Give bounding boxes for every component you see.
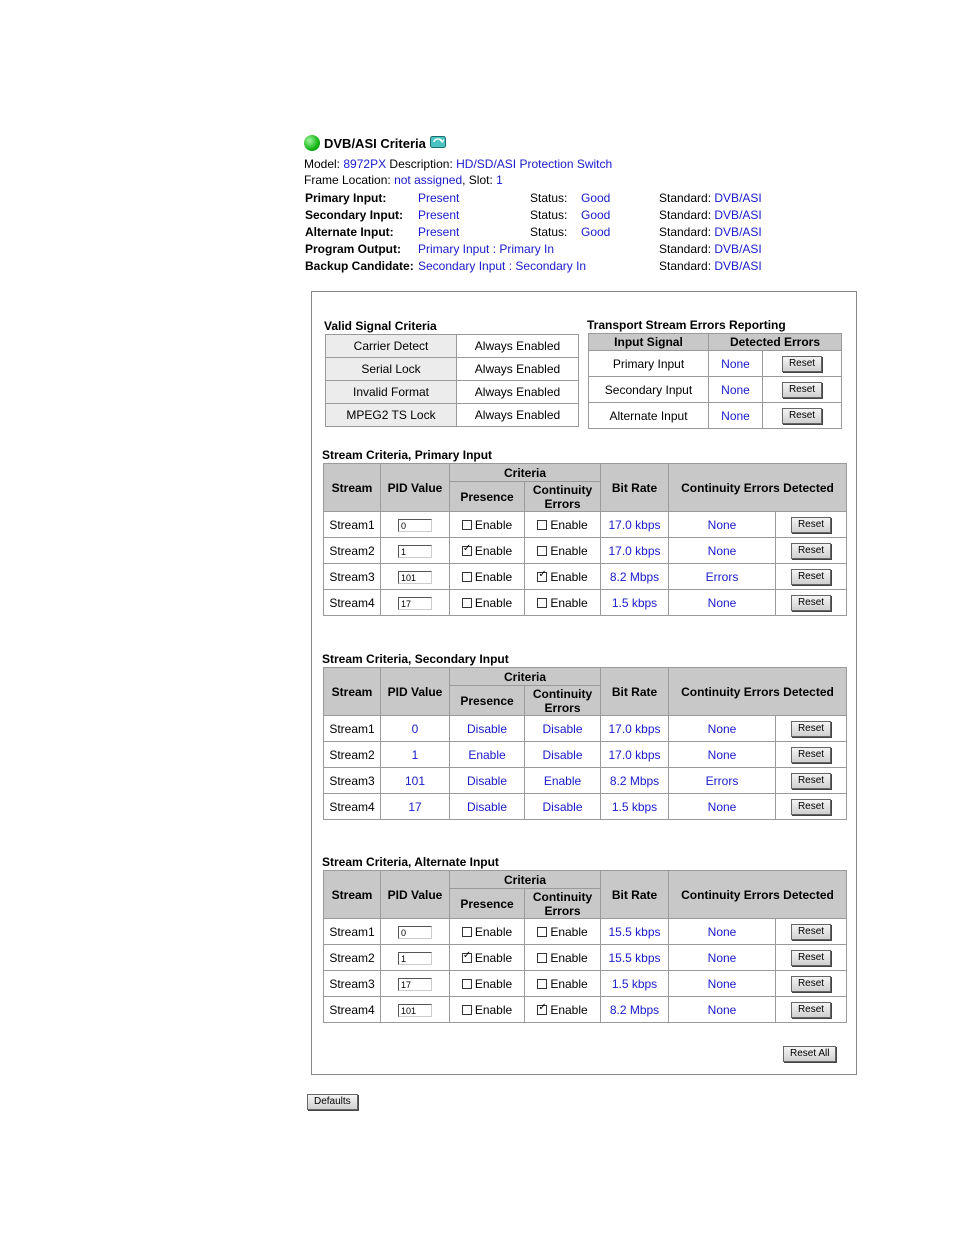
io-standard-label: Standard:: [659, 225, 712, 239]
reset-cell: [763, 403, 842, 429]
enable-label: Enable: [474, 543, 513, 558]
col-continuity-detected: Continuity Errors Detected: [669, 464, 847, 512]
bit-rate-value[interactable]: 8.2 Mbps: [601, 768, 669, 794]
pid-input[interactable]: 17: [398, 597, 432, 610]
continuity-checkbox[interactable]: [537, 1005, 547, 1015]
presence-cell: [450, 590, 525, 616]
pid-value[interactable]: 17: [381, 794, 450, 820]
col-criteria: Criteria: [450, 668, 601, 686]
enable-label: Enable: [474, 924, 513, 939]
table-row: [324, 997, 847, 1023]
io-status-value[interactable]: Good: [581, 208, 611, 222]
stream-name: Stream3: [324, 564, 381, 590]
pid-value[interactable]: 101: [381, 768, 450, 794]
reset-cell: [763, 377, 842, 403]
reset-button[interactable]: Reset: [791, 517, 831, 533]
stream-name: Stream4: [324, 794, 381, 820]
stream-criteria-alternate-title: Stream Criteria, Alternate Input: [322, 855, 499, 869]
pid-input[interactable]: 0: [398, 926, 432, 939]
reset-cell: [776, 945, 847, 971]
presence-link[interactable]: Enable: [450, 742, 525, 768]
reset-button[interactable]: Reset: [791, 950, 831, 966]
presence-link[interactable]: Disable: [450, 716, 525, 742]
io-row: [304, 258, 904, 275]
criteria-value: Always Enabled: [457, 381, 579, 404]
enable-label: Enable: [550, 517, 588, 532]
col-bit-rate: Bit Rate: [601, 464, 669, 512]
stream-criteria-secondary-title: Stream Criteria, Secondary Input: [322, 652, 509, 666]
reset-button[interactable]: Reset: [791, 773, 831, 789]
criteria-value: Always Enabled: [457, 335, 579, 358]
table-header: [324, 464, 847, 482]
reset-cell: [776, 716, 847, 742]
reset-cell: [776, 768, 847, 794]
presence-checkbox[interactable]: [462, 953, 472, 963]
pid-cell: [381, 590, 450, 616]
pid-input[interactable]: 1: [398, 545, 432, 558]
stream-name: Stream4: [324, 590, 381, 616]
ts-errors-title: Transport Stream Errors Reporting: [587, 318, 786, 332]
input-signal-name: Primary Input: [589, 351, 709, 377]
io-label: Backup Candidate:: [305, 259, 414, 273]
io-label: Alternate Input:: [305, 225, 394, 239]
continuity-detected-value[interactable]: None: [669, 590, 776, 616]
table-row: [324, 716, 847, 742]
bit-rate-value[interactable]: 1.5 kbps: [601, 971, 669, 997]
col-continuity: Continuity Errors: [525, 686, 601, 716]
bit-rate-value[interactable]: 1.5 kbps: [601, 794, 669, 820]
io-value[interactable]: Primary Input : Primary In: [418, 242, 555, 256]
presence-checkbox[interactable]: [462, 1005, 472, 1015]
stream-name: Stream2: [324, 538, 381, 564]
io-row: [304, 207, 904, 224]
io-standard: [659, 190, 762, 207]
pid-value[interactable]: 0: [381, 716, 450, 742]
presence-cell: [450, 538, 525, 564]
io-standard: [659, 224, 762, 241]
continuity-detected-value[interactable]: None: [669, 512, 776, 538]
io-status-label: Status:: [530, 225, 568, 239]
io-label: Primary Input:: [305, 191, 387, 205]
description-label: Description:: [389, 157, 453, 171]
pid-cell: [381, 538, 450, 564]
reset-cell: [776, 538, 847, 564]
stream-name: Stream3: [324, 768, 381, 794]
io-row: [304, 224, 904, 241]
table-row: [324, 590, 847, 616]
io-value[interactable]: Present: [418, 208, 460, 222]
pid-input[interactable]: 0: [398, 519, 432, 532]
io-standard-value[interactable]: DVB/ASI: [714, 225, 762, 239]
pid-input[interactable]: 101: [398, 571, 432, 584]
table-row: [324, 971, 847, 997]
frame-line: [304, 172, 904, 188]
presence-cell: [450, 997, 525, 1023]
table-row: [326, 381, 579, 404]
bit-rate-value[interactable]: 15.5 kbps: [601, 919, 669, 945]
pid-cell: [381, 919, 450, 945]
continuity-detected-value[interactable]: None: [669, 716, 776, 742]
valid-signal-table: [325, 334, 579, 427]
reset-all-button[interactable]: Reset All: [783, 1046, 836, 1062]
table-row: [324, 742, 847, 768]
table-row: [324, 512, 847, 538]
pid-value[interactable]: 1: [381, 742, 450, 768]
reset-button[interactable]: Reset: [782, 382, 822, 398]
table-header: [589, 334, 842, 351]
continuity-cell: [525, 919, 601, 945]
io-standard-value[interactable]: DVB/ASI: [714, 191, 762, 205]
stream-name: Stream1: [324, 919, 381, 945]
pid-input[interactable]: 101: [398, 1004, 432, 1017]
io-row: [304, 190, 904, 207]
input-signal-name: Secondary Input: [589, 377, 709, 403]
detected-errors-value[interactable]: None: [709, 377, 763, 403]
io-row: [304, 241, 904, 258]
reset-button[interactable]: Reset: [791, 924, 831, 940]
continuity-detected-value[interactable]: None: [669, 794, 776, 820]
presence-checkbox[interactable]: [462, 979, 472, 989]
col-continuity-detected: Continuity Errors Detected: [669, 871, 847, 919]
col-detected-errors: Detected Errors: [709, 334, 842, 351]
stream-criteria-secondary-table: [323, 667, 847, 820]
table-row: [324, 768, 847, 794]
input-signal-name: Alternate Input: [589, 403, 709, 429]
detected-errors-value[interactable]: None: [709, 351, 763, 377]
criteria-name: Invalid Format: [326, 381, 457, 404]
reset-button[interactable]: Reset: [791, 569, 831, 585]
continuity-detected-value[interactable]: None: [669, 997, 776, 1023]
continuity-checkbox[interactable]: [537, 953, 547, 963]
reset-cell: [776, 971, 847, 997]
stream-name: Stream2: [324, 945, 381, 971]
reset-cell: [776, 512, 847, 538]
pid-input[interactable]: 17: [398, 978, 432, 991]
continuity-link[interactable]: Disable: [525, 742, 601, 768]
pid-cell: [381, 945, 450, 971]
io-standard-label: Standard:: [659, 208, 712, 222]
io-status-label: Status:: [530, 208, 568, 222]
io-standard-value[interactable]: DVB/ASI: [714, 208, 762, 222]
frame-label: Frame Location:: [304, 173, 391, 187]
continuity-detected-value[interactable]: Errors: [669, 564, 776, 590]
reset-button[interactable]: Reset: [782, 356, 822, 372]
bit-rate-value[interactable]: 17.0 kbps: [601, 538, 669, 564]
pid-cell: [381, 512, 450, 538]
io-standard-value[interactable]: DVB/ASI: [714, 259, 762, 273]
reset-button[interactable]: Reset: [791, 976, 831, 992]
detected-errors-value[interactable]: None: [709, 403, 763, 429]
enable-label: Enable: [474, 950, 513, 965]
table-row: [589, 403, 842, 429]
col-stream: Stream: [324, 871, 381, 919]
continuity-link[interactable]: Disable: [525, 716, 601, 742]
col-stream: Stream: [324, 668, 381, 716]
stream-name: Stream1: [324, 512, 381, 538]
bit-rate-value[interactable]: 17.0 kbps: [601, 716, 669, 742]
reset-button[interactable]: Reset: [791, 1002, 831, 1018]
enable-label: Enable: [474, 1002, 513, 1017]
enable-label: Enable: [550, 924, 588, 939]
continuity-detected-value[interactable]: None: [669, 538, 776, 564]
reset-cell: [776, 997, 847, 1023]
refresh-icon[interactable]: [430, 136, 446, 151]
reset-cell: [776, 742, 847, 768]
col-bit-rate: Bit Rate: [601, 871, 669, 919]
continuity-checkbox[interactable]: [537, 546, 547, 556]
status-indicator-icon: [304, 135, 320, 151]
presence-cell: [450, 919, 525, 945]
col-input-signal: Input Signal: [589, 334, 709, 351]
pid-cell: [381, 997, 450, 1023]
reset-cell: [776, 794, 847, 820]
reset-cell: [776, 590, 847, 616]
table-row: [324, 945, 847, 971]
col-pid-value: PID Value: [381, 668, 450, 716]
io-label: Program Output:: [305, 242, 401, 256]
continuity-link[interactable]: Disable: [525, 794, 601, 820]
io-status-list: [304, 190, 904, 275]
continuity-checkbox[interactable]: [537, 520, 547, 530]
enable-label: Enable: [550, 595, 588, 610]
criteria-value: Always Enabled: [457, 358, 579, 381]
criteria-value: Always Enabled: [457, 404, 579, 427]
presence-cell: [450, 564, 525, 590]
pid-input[interactable]: 1: [398, 952, 432, 965]
stream-name: Stream3: [324, 971, 381, 997]
table-row: [589, 377, 842, 403]
bit-rate-value[interactable]: 17.0 kbps: [601, 742, 669, 768]
continuity-checkbox[interactable]: [537, 927, 547, 937]
stream-name: Stream2: [324, 742, 381, 768]
continuity-detected-value[interactable]: None: [669, 971, 776, 997]
col-presence: Presence: [450, 889, 525, 919]
enable-label: Enable: [474, 976, 513, 991]
col-pid-value: PID Value: [381, 464, 450, 512]
table-header: [324, 871, 847, 889]
frame-value[interactable]: not assigned: [394, 173, 463, 187]
stream-criteria-primary-title: Stream Criteria, Primary Input: [322, 448, 493, 462]
col-criteria: Criteria: [450, 871, 601, 889]
io-standard-label: Standard:: [659, 259, 712, 273]
continuity-cell: [525, 590, 601, 616]
reset-button[interactable]: Reset: [791, 747, 831, 763]
col-continuity-detected: Continuity Errors Detected: [669, 668, 847, 716]
header: [304, 133, 904, 275]
table-row: [589, 351, 842, 377]
presence-checkbox[interactable]: [462, 598, 472, 608]
model-value[interactable]: 8972PX: [343, 157, 387, 171]
col-criteria: Criteria: [450, 464, 601, 482]
model-label: Model:: [304, 157, 341, 171]
continuity-detected-value[interactable]: None: [669, 742, 776, 768]
reset-button[interactable]: Reset: [791, 799, 831, 815]
io-status-value[interactable]: Good: [581, 191, 611, 205]
presence-cell: [450, 512, 525, 538]
stream-criteria-primary-table: [323, 463, 847, 616]
io-value[interactable]: Present: [418, 225, 460, 239]
col-pid-value: PID Value: [381, 871, 450, 919]
io-standard-value[interactable]: DVB/ASI: [714, 242, 762, 256]
enable-label: Enable: [550, 543, 588, 558]
pid-cell: [381, 564, 450, 590]
reset-button[interactable]: Reset: [782, 408, 822, 424]
ts-errors-table: [588, 333, 842, 429]
stream-name: Stream4: [324, 997, 381, 1023]
col-presence: Presence: [450, 686, 525, 716]
presence-link[interactable]: Disable: [450, 794, 525, 820]
presence-link[interactable]: Disable: [450, 768, 525, 794]
presence-checkbox[interactable]: [462, 546, 472, 556]
continuity-cell: [525, 971, 601, 997]
criteria-name: MPEG2 TS Lock: [326, 404, 457, 427]
io-standard: [659, 241, 762, 258]
table-row: [326, 404, 579, 427]
col-continuity: Continuity Errors: [525, 889, 601, 919]
reset-cell: [776, 564, 847, 590]
table-row: [324, 794, 847, 820]
io-label: Secondary Input:: [305, 208, 404, 222]
enable-label: Enable: [474, 569, 513, 584]
model-line: [304, 156, 904, 172]
reset-button[interactable]: Reset: [791, 543, 831, 559]
io-value[interactable]: Secondary Input : Secondary In: [418, 259, 587, 273]
enable-label: Enable: [550, 950, 588, 965]
enable-label: Enable: [550, 976, 588, 991]
continuity-cell: [525, 945, 601, 971]
continuity-checkbox[interactable]: [537, 598, 547, 608]
continuity-checkbox[interactable]: [537, 979, 547, 989]
continuity-cell: [525, 538, 601, 564]
presence-checkbox[interactable]: [462, 572, 472, 582]
slot-value[interactable]: 1: [496, 173, 503, 187]
presence-checkbox[interactable]: [462, 927, 472, 937]
table-row: [324, 538, 847, 564]
criteria-panel: [311, 291, 857, 1075]
bit-rate-value[interactable]: 8.2 Mbps: [601, 564, 669, 590]
reset-cell: [776, 919, 847, 945]
stream-criteria-alternate-table: [323, 870, 847, 1023]
criteria-name: Serial Lock: [326, 358, 457, 381]
continuity-cell: [525, 512, 601, 538]
col-presence: Presence: [450, 482, 525, 512]
description-value[interactable]: HD/SD/ASI Protection Switch: [456, 157, 613, 171]
table-row: [324, 564, 847, 590]
bit-rate-value[interactable]: 1.5 kbps: [601, 590, 669, 616]
io-status-value[interactable]: Good: [581, 225, 611, 239]
presence-checkbox[interactable]: [462, 520, 472, 530]
io-standard: [659, 207, 762, 224]
col-bit-rate: Bit Rate: [601, 668, 669, 716]
reset-button[interactable]: Reset: [791, 595, 831, 611]
col-continuity: Continuity Errors: [525, 482, 601, 512]
continuity-detected-value[interactable]: Errors: [669, 768, 776, 794]
pid-cell: [381, 971, 450, 997]
continuity-detected-value[interactable]: None: [669, 919, 776, 945]
continuity-detected-value[interactable]: None: [669, 945, 776, 971]
col-stream: Stream: [324, 464, 381, 512]
reset-cell: [763, 351, 842, 377]
reset-button[interactable]: Reset: [791, 721, 831, 737]
presence-cell: [450, 971, 525, 997]
table-row: [326, 335, 579, 358]
enable-label: Enable: [474, 517, 513, 532]
slot-label: , Slot:: [462, 173, 493, 187]
defaults-button[interactable]: Defaults: [307, 1094, 358, 1110]
stream-name: Stream1: [324, 716, 381, 742]
bit-rate-value[interactable]: 17.0 kbps: [601, 512, 669, 538]
io-value[interactable]: Present: [418, 191, 460, 205]
continuity-cell: [525, 564, 601, 590]
criteria-name: Carrier Detect: [326, 335, 457, 358]
io-standard-label: Standard:: [659, 191, 712, 205]
table-row: [326, 358, 579, 381]
bit-rate-value[interactable]: 15.5 kbps: [601, 945, 669, 971]
presence-cell: [450, 945, 525, 971]
continuity-link[interactable]: Enable: [525, 768, 601, 794]
io-status-label: Status:: [530, 191, 568, 205]
table-row: [324, 919, 847, 945]
enable-label: Enable: [550, 1002, 588, 1017]
continuity-cell: [525, 997, 601, 1023]
valid-signal-title: Valid Signal Criteria: [324, 319, 437, 333]
table-header: [324, 668, 847, 686]
continuity-checkbox[interactable]: [537, 572, 547, 582]
io-standard: [659, 258, 762, 275]
page-title: DVB/ASI Criteria: [324, 135, 426, 151]
enable-label: Enable: [474, 595, 513, 610]
bit-rate-value[interactable]: 8.2 Mbps: [601, 997, 669, 1023]
io-standard-label: Standard:: [659, 242, 712, 256]
enable-label: Enable: [550, 569, 588, 584]
